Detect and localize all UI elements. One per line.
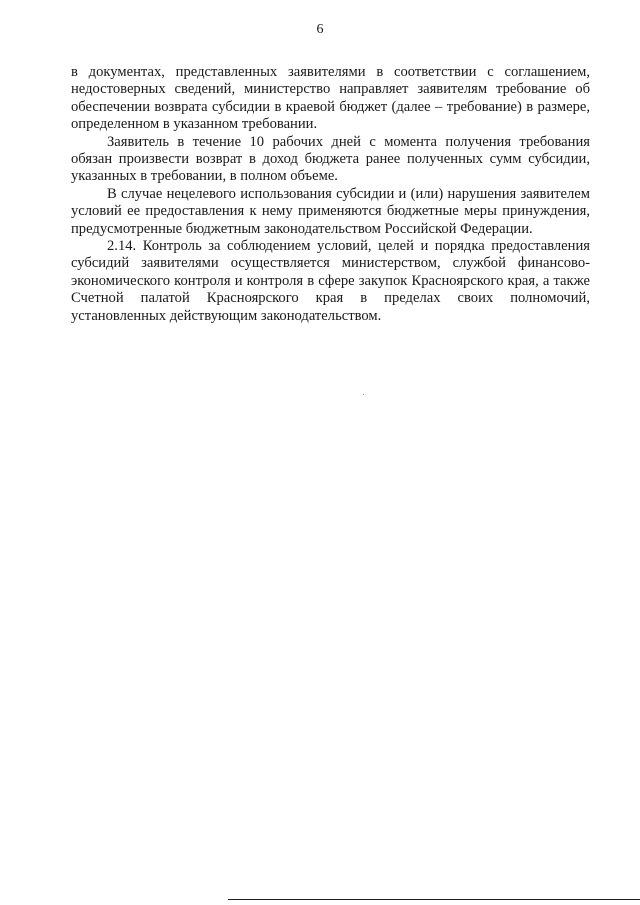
document-body xyxy=(71,64,590,325)
paragraph-return-deadline: Заявитель в течение 10 рабочих дней с момента получения требования обязан произвести возврат в доход бюджета ранее полученных сумм субсидии, указанных в требовании, в полном объеме. xyxy=(71,133,590,185)
footer-rule xyxy=(228,899,640,900)
paragraph-continuation: в документах, представленных заявителями в соответствии с соглашением, недостоверных сведений, министерство направляет заявителям требование об обеспечении возврата субсидии в краевой бюджет (далее – требование) в размере, определенном в указанном требовании. xyxy=(71,64,590,133)
paragraph-control-section: 2.14. Контроль за соблюдением условий, целей и порядка предоставления субсидий заявителями осуществляется министерством, службой финансово-экономического контроля и контроля в сфере закупок Красноярского края, а также Счетной палатой Красноярского края в пределах своих полномочий, установленных действующим законодательством. xyxy=(71,238,590,324)
scan-speck xyxy=(363,394,364,395)
page-number: 6 xyxy=(316,22,324,37)
paragraph-misuse-measures: В случае нецелевого использования субсидии и (или) нарушения заявителем условий ее предоставления к нему применяются бюджетные меры принуждения, предусмотренные бюджетным законодательством Российской Федерации. xyxy=(71,185,590,237)
